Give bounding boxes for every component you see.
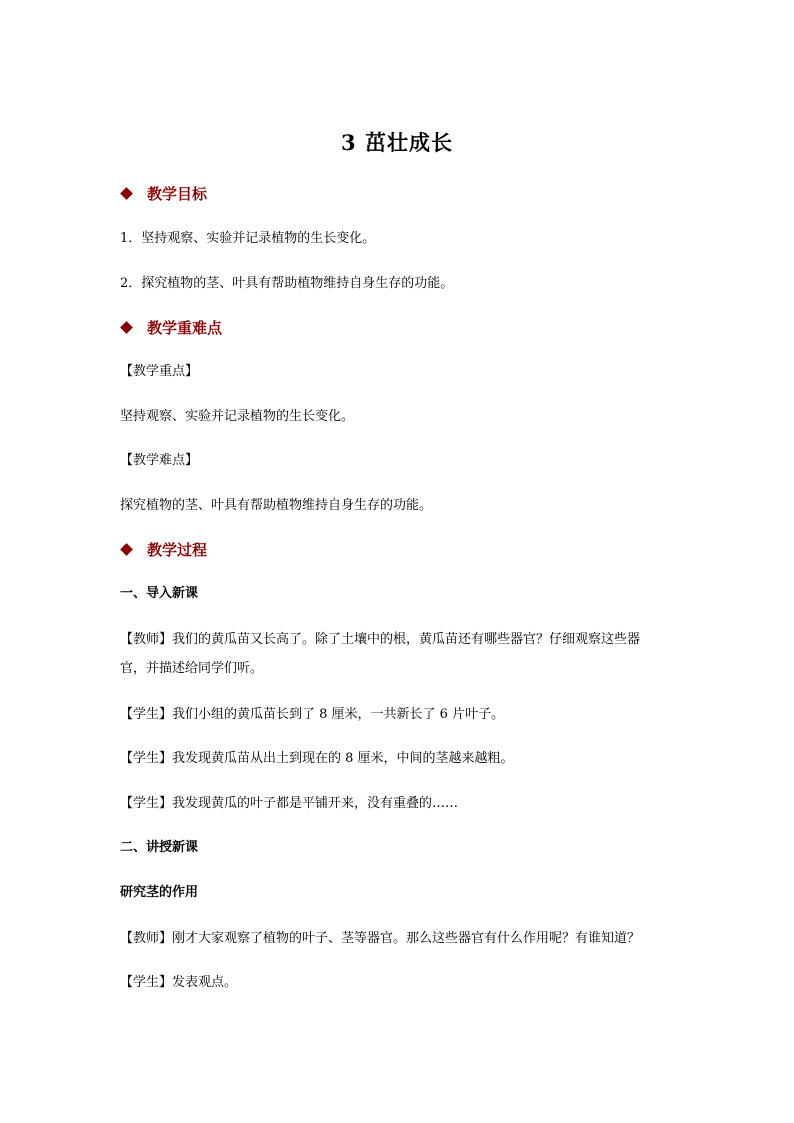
- subsection-title: 研究茎的作用: [120, 885, 199, 900]
- diamond-bullet-icon: [120, 543, 133, 556]
- part2-title: 二、讲授新课: [120, 840, 199, 855]
- lesson-title: 3 茁壮成长: [341, 130, 453, 155]
- teacher-dialogue-1-line2: 官，并描述给同学们听。: [120, 661, 264, 676]
- section-heading-key-points-text: 教学重难点: [147, 319, 223, 337]
- focus-label: 【教学重点】: [120, 364, 199, 379]
- difficulty-text: 探究植物的茎、叶具有帮助植物维持自身生存的功能。: [120, 498, 433, 513]
- student-dialogue-2: 【学生】我发现黄瓜苗从出土到现在的 8 厘米，中间的茎越来越粗。: [120, 751, 514, 766]
- teacher-dialogue-1-line1: 【教师】我们的黄瓜苗又长高了。除了土壤中的根，黄瓜苗还有哪些器官？仔细观察这些器: [120, 632, 641, 647]
- student-dialogue-1: 【学生】我们小组的黄瓜苗长到了 8 厘米，一共新长了 6 片叶子。: [120, 707, 505, 722]
- diamond-bullet-icon: [120, 187, 133, 200]
- goal-item-2: 2．探究植物的茎、叶具有帮助植物维持自身生存的功能。: [120, 276, 454, 291]
- section-heading-process-text: 教学过程: [147, 541, 208, 559]
- section-heading-goals-text: 教学目标: [147, 185, 208, 203]
- section-heading-process: [120, 538, 207, 562]
- difficulty-label: 【教学难点】: [120, 453, 199, 468]
- diamond-bullet-icon: [120, 321, 133, 334]
- part1-title: 一、导入新课: [120, 586, 199, 601]
- section-heading-goals: [120, 182, 207, 206]
- student-dialogue-4: 【学生】发表观点。: [120, 975, 238, 990]
- teacher-dialogue-2: 【教师】刚才大家观察了植物的叶子、茎等器官。那么这些器官有什么作用呢？有谁知道？: [120, 931, 641, 946]
- goal-item-1: 1．坚持观察、实验并记录植物的生长变化。: [120, 231, 376, 246]
- student-dialogue-3: 【学生】我发现黄瓜的叶子都是平铺开来，没有重叠的……: [120, 796, 459, 811]
- section-heading-key-points: [120, 316, 222, 340]
- focus-text: 坚持观察、实验并记录植物的生长变化。: [120, 409, 355, 424]
